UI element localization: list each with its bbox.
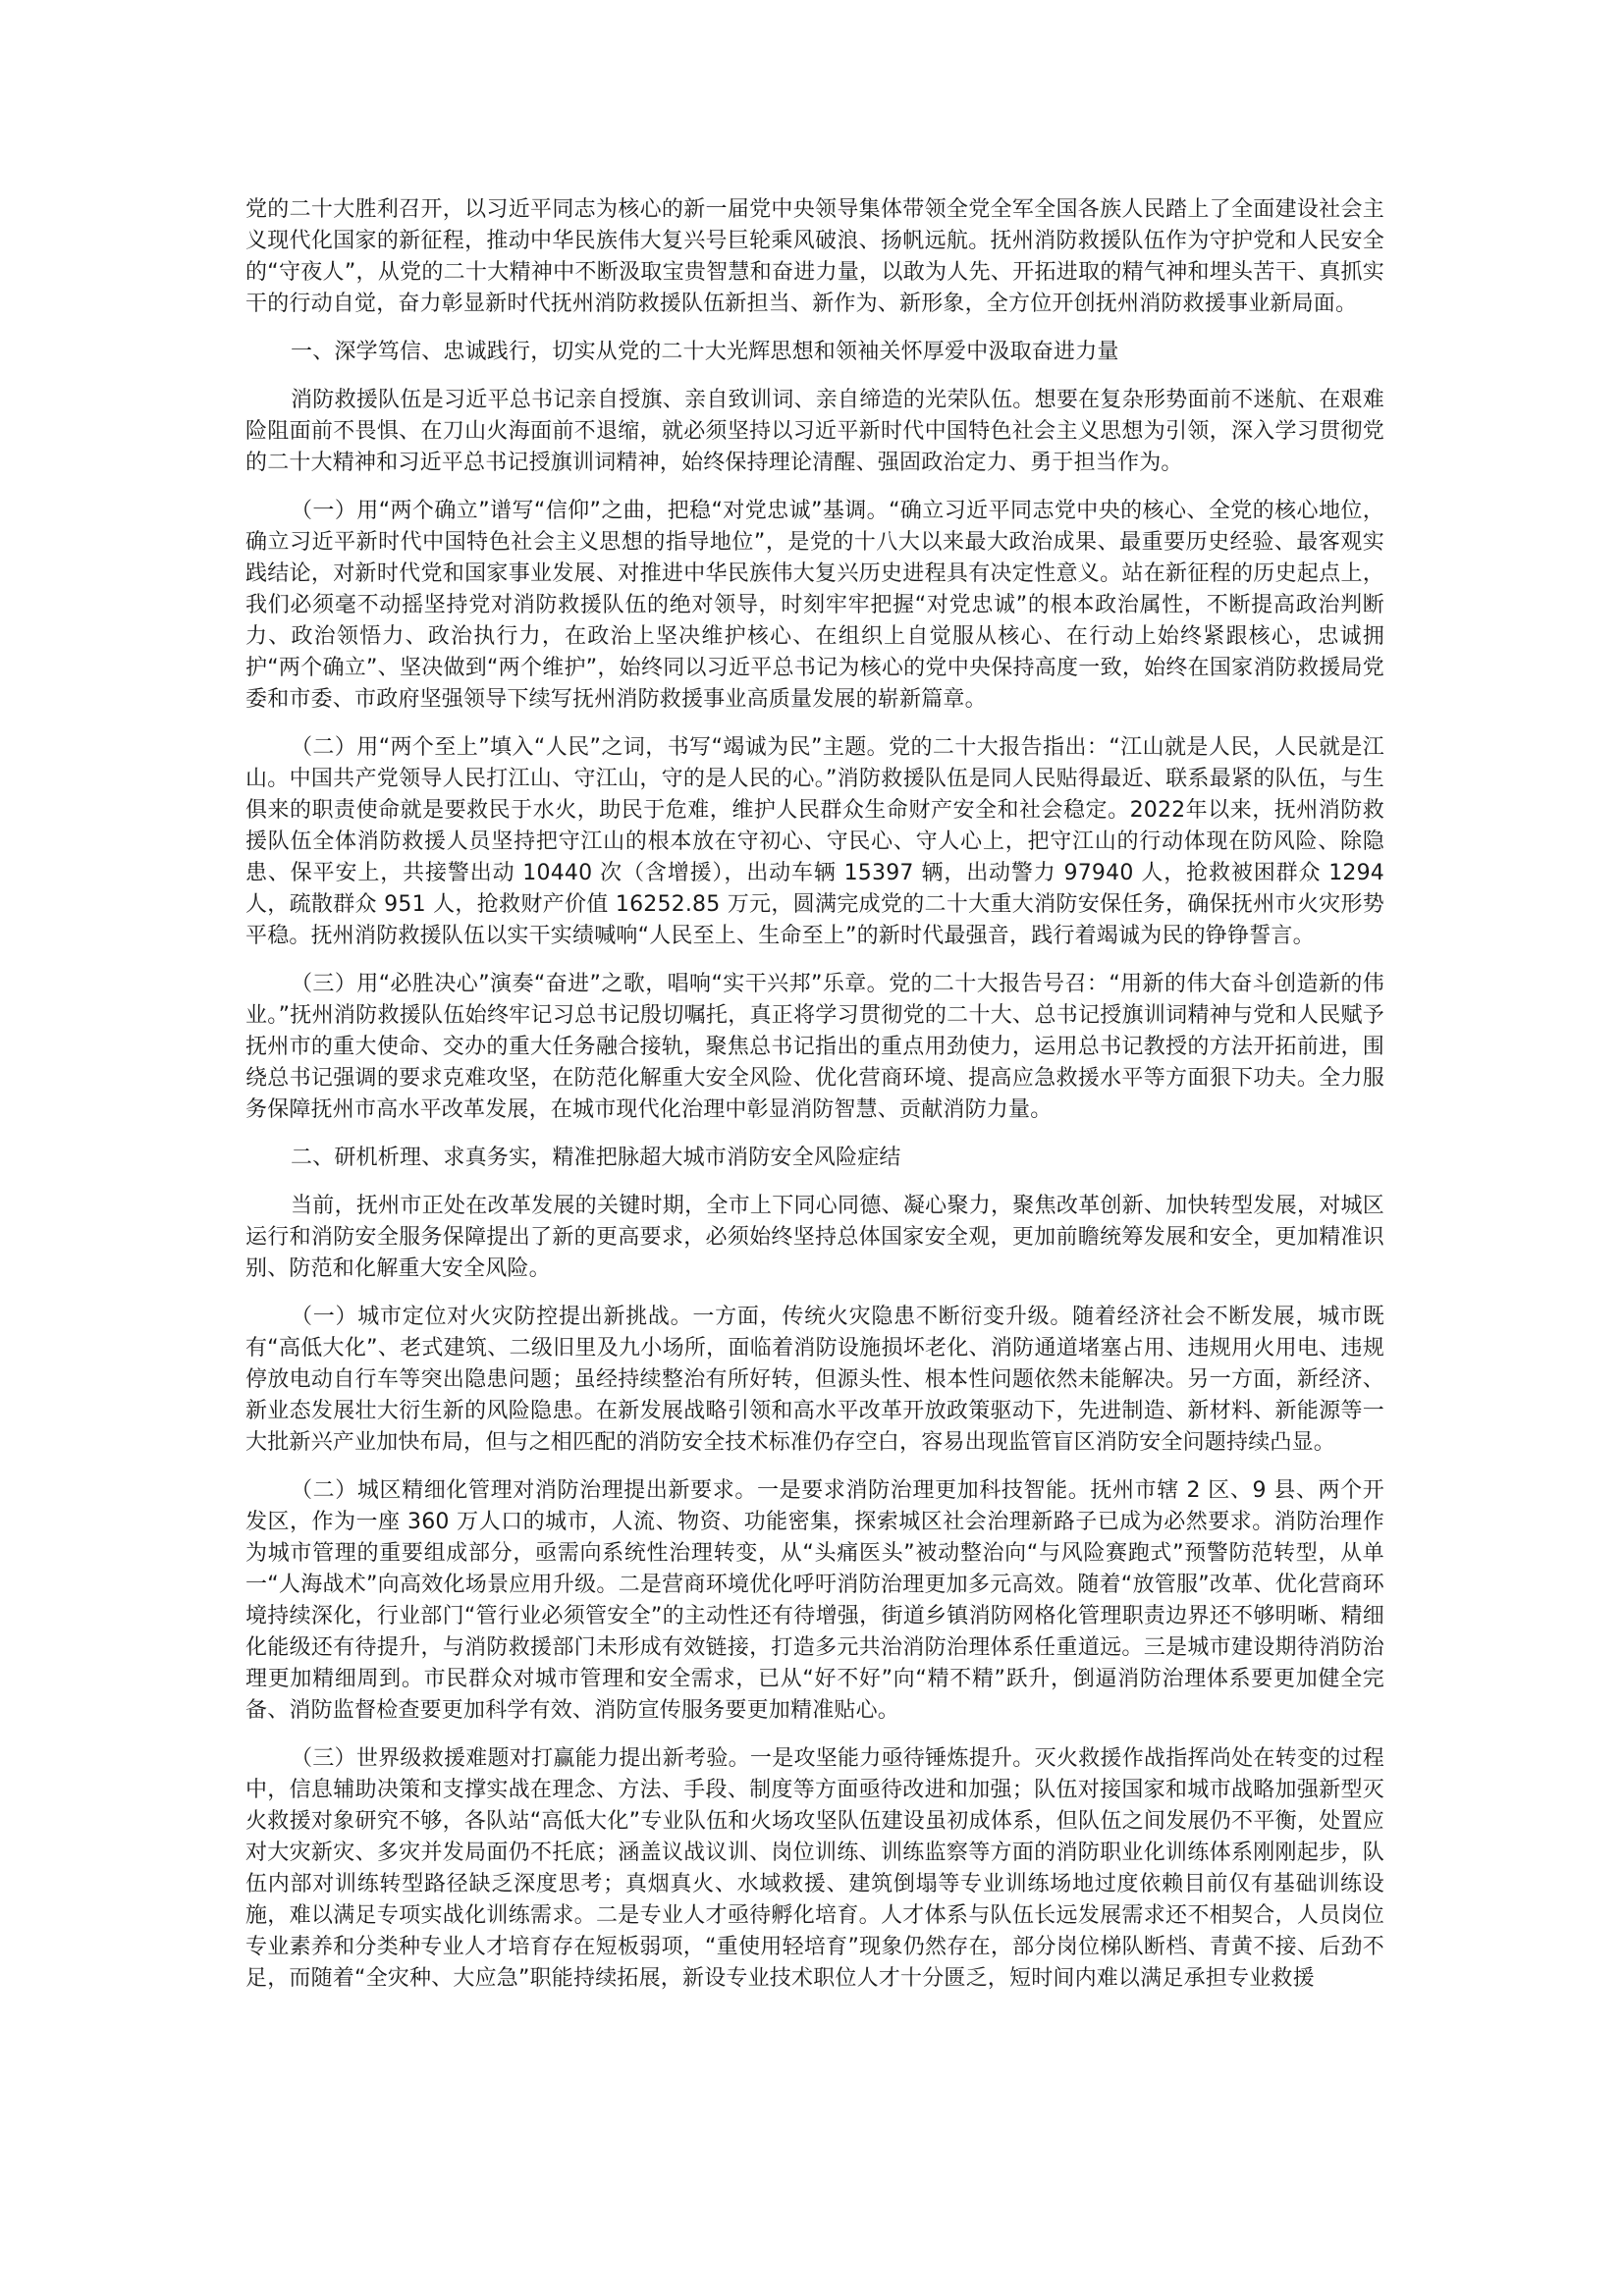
body-paragraph: （二）用“两个至上”填入“人民”之词，书写“竭诚为民”主题。党的二十大报告指出：“江山就是人民，人民就是江山。中国共产党领导人民打江山、守江山，守的是人民的心。”消防救援队伍是同人民贴得最近、联系最紧的队伍，与生俱来的职责使命就是要救民于水火，助民于危难，维护人民群众生命财产安全和社会稳定。2022年以来，抚州消防救援队伍全体消防救援人员坚持把守江山的根本放在守初心、守民心、守人心上，把守江山的行动体现在防风险、除隐患、保平安上，共接警出动 10440 次（含增援），出动车辆 15397 辆，出动警力 97940 人，抢救被困群众 1294 人，疏散群众 951 人，抢救财产价值 16252.85 万元，圆满完成党的二十大重大消防安保任务，确保抚州市火灾形势平稳。抚州消防救援队伍以实干实绩喊响“人民至上、生命至上”的新时代最强音，践行着竭诚为民的铮铮誓言。 — [245, 735, 1384, 948]
intro-paragraph: 党的二十大胜利召开，以习近平同志为核心的新一届党中央领导集体带领全党全军全国各族人民踏上了全面建设社会主义现代化国家的新征程，推动中华民族伟大复兴号巨轮乘风破浪、扬帆远航。抚州消防救援队伍作为守护党和人民安全的“守夜人”，从党的二十大精神中不断汲取宝贵智慧和奋进力量，以敢为人先、开拓进取的精气神和埋头苦干、真抓实干的行动自觉，奋力彰显新时代抚州消防救援队伍新担当、新作为、新形象，全方位开创抚州消防救援事业新局面。 — [245, 197, 1384, 316]
body-paragraph: （三）世界级救援难题对打赢能力提出新考验。一是攻坚能力亟待锤炼提升。灭火救援作战指挥尚处在转变的过程中，信息辅助决策和支撑实战在理念、方法、手段、制度等方面亟待改进和加强；队伍对接国家和城市战略加强新型灭火救援对象研究不够，各队站“高低大化”专业队伍和火场攻坚队伍建设虽初成体系，但队伍之间发展仍不平衡，处置应对大灾新灾、多灾并发局面仍不托底；涵盖议战议训、岗位训练、训练监察等方面的消防职业化训练体系刚刚起步，队伍内部对训练转型路径缺乏深度思考；真烟真火、水域救援、建筑倒塌等专业训练场地过度依赖目前仅有基础训练设施，难以满足专项实战化训练需求。二是专业人才亟待孵化培育。人才体系与队伍长远发展需求还不相契合，人员岗位专业素养和分类种专业人才培育存在短板弱项，“重使用轻培育”现象仍然存在，部分岗位梯队断档、青黄不接、后劲不足，而随着“全灾种、大应急”职能持续拓展，新设专业技术职位人才十分匮乏，短时间内难以满足承担专业救援 — [245, 1746, 1384, 1991]
section-heading-1: 一、深学笃信、忠诚践行，切实从党的二十大光辉思想和领袖关怀厚爱中汲取奋进力量 — [291, 340, 1119, 364]
body-paragraph: 当前，抚州市正处在改革发展的关键时期，全市上下同心同德、凝心聚力，聚焦改革创新、加快转型发展，对城区运行和消防安全服务保障提出了新的更高要求，必须始终坚持总体国家安全观，更加前瞻统筹发展和安全，更加精准识别、防范和化解重大安全风险。 — [245, 1194, 1384, 1281]
body-paragraph: 消防救援队伍是习近平总书记亲自授旗、亲自致训词、亲自缔造的光荣队伍。想要在复杂形势面前不迷航、在艰难险阻面前不畏惧、在刀山火海面前不退缩，就必须坚持以习近平新时代中国特色社会主义思想为引领，深入学习贯彻党的二十大精神和习近平总书记授旗训词精神，始终保持理论清醒、强固政治定力、勇于担当作为。 — [245, 388, 1384, 475]
body-paragraph: （二）城区精细化管理对消防治理提出新要求。一是要求消防治理更加科技智能。抚州市辖 2 区、9 县、两个开发区，作为一座 360 万人口的城市，人流、物资、功能密集，探索城区社会治理新路子已成为必然要求。消防治理作为城市管理的重要组成部分，亟需向系统性治理转变，从“头痛医头”被动整治向“与风险赛跑式”预警防范转型，从单一“人海战术”向高效化场景应用升级。二是营商环境优化呼吁消防治理更加多元高效。随着“放管服”改革、优化营商环境持续深化，行业部门“管行业必须管安全”的主动性还有待增强，街道乡镇消防网格化管理职责边界还不够明晰、精细化能级还有待提升，与消防救援部门未形成有效链接，打造多元共治消防治理体系任重道远。三是城市建设期待消防治理更加精细周到。市民群众对城市管理和安全需求，已从“好不好”向“精不精”跃升，倒逼消防治理体系要更加健全完备、消防监督检查要更加科学有效、消防宣传服务要更加精准贴心。 — [245, 1478, 1384, 1723]
body-paragraph: （一）城市定位对火灾防控提出新挑战。一方面，传统火灾隐患不断衍变升级。随着经济社会不断发展，城市既有“高低大化”、老式建筑、二级旧里及九小场所，面临着消防设施损坏老化、消防通道堵塞占用、违规用火用电、违规停放电动自行车等突出隐患问题；虽经持续整治有所好转，但源头性、根本性问题依然未能解决。另一方面，新经济、新业态发展壮大衍生新的风险隐患。在新发展战略引领和高水平改革开放政策驱动下，先进制造、新材料、新能源等一大批新兴产业加快布局，但与之相匹配的消防安全技术标准仍存空白，容易出现监管盲区消防安全问题持续凸显。 — [245, 1305, 1384, 1455]
document-body — [245, 194, 1384, 2011]
section-heading-2: 二、研机析理、求真务实，精准把脉超大城市消防安全风险症结 — [291, 1146, 901, 1170]
body-paragraph: （一）用“两个确立”谱写“信仰”之曲，把稳“对党忠诚”基调。“确立习近平同志党中央的核心、全党的核心地位，确立习近平新时代中国特色社会主义思想的指导地位”，是党的十八大以来最大政治成果、最重要历史经验、最客观实践结论，对新时代党和国家事业发展、对推进中华民族伟大复兴历史进程具有决定性意义。站在新征程的历史起点上，我们必须毫不动摇坚持党对消防救援队伍的绝对领导，时刻牢牢把握“对党忠诚”的根本政治属性，不断提高政治判断力、政治领悟力、政治执行力，在政治上坚决维护核心、在组织上自觉服从核心、在行动上始终紧跟核心，忠诚拥护“两个确立”、坚决做到“两个维护”，始终同以习近平总书记为核心的党中央保持高度一致，始终在国家消防救援局党委和市委、市政府坚强领导下续写抚州消防救援事业高质量发展的崭新篇章。 — [245, 499, 1384, 712]
body-paragraph: （三）用“必胜决心”演奏“奋进”之歌，唱响“实干兴邦”乐章。党的二十大报告号召：“用新的伟大奋斗创造新的伟业。”抚州消防救援队伍始终牢记习总书记殷切嘱托，真正将学习贯彻党的二十大、总书记授旗训词精神与党和人民赋予抚州市的重大使命、交办的重大任务融合接轨，聚焦总书记指出的重点用劲使力，运用总书记教授的方法开拓前进，围绕总书记强调的要求克难攻坚，在防范化解重大安全风险、优化营商环境、提高应急救援水平等方面狠下功夫。全力服务保障抚州市高水平改革发展，在城市现代化治理中彰显消防智慧、贡献消防力量。 — [245, 972, 1384, 1122]
